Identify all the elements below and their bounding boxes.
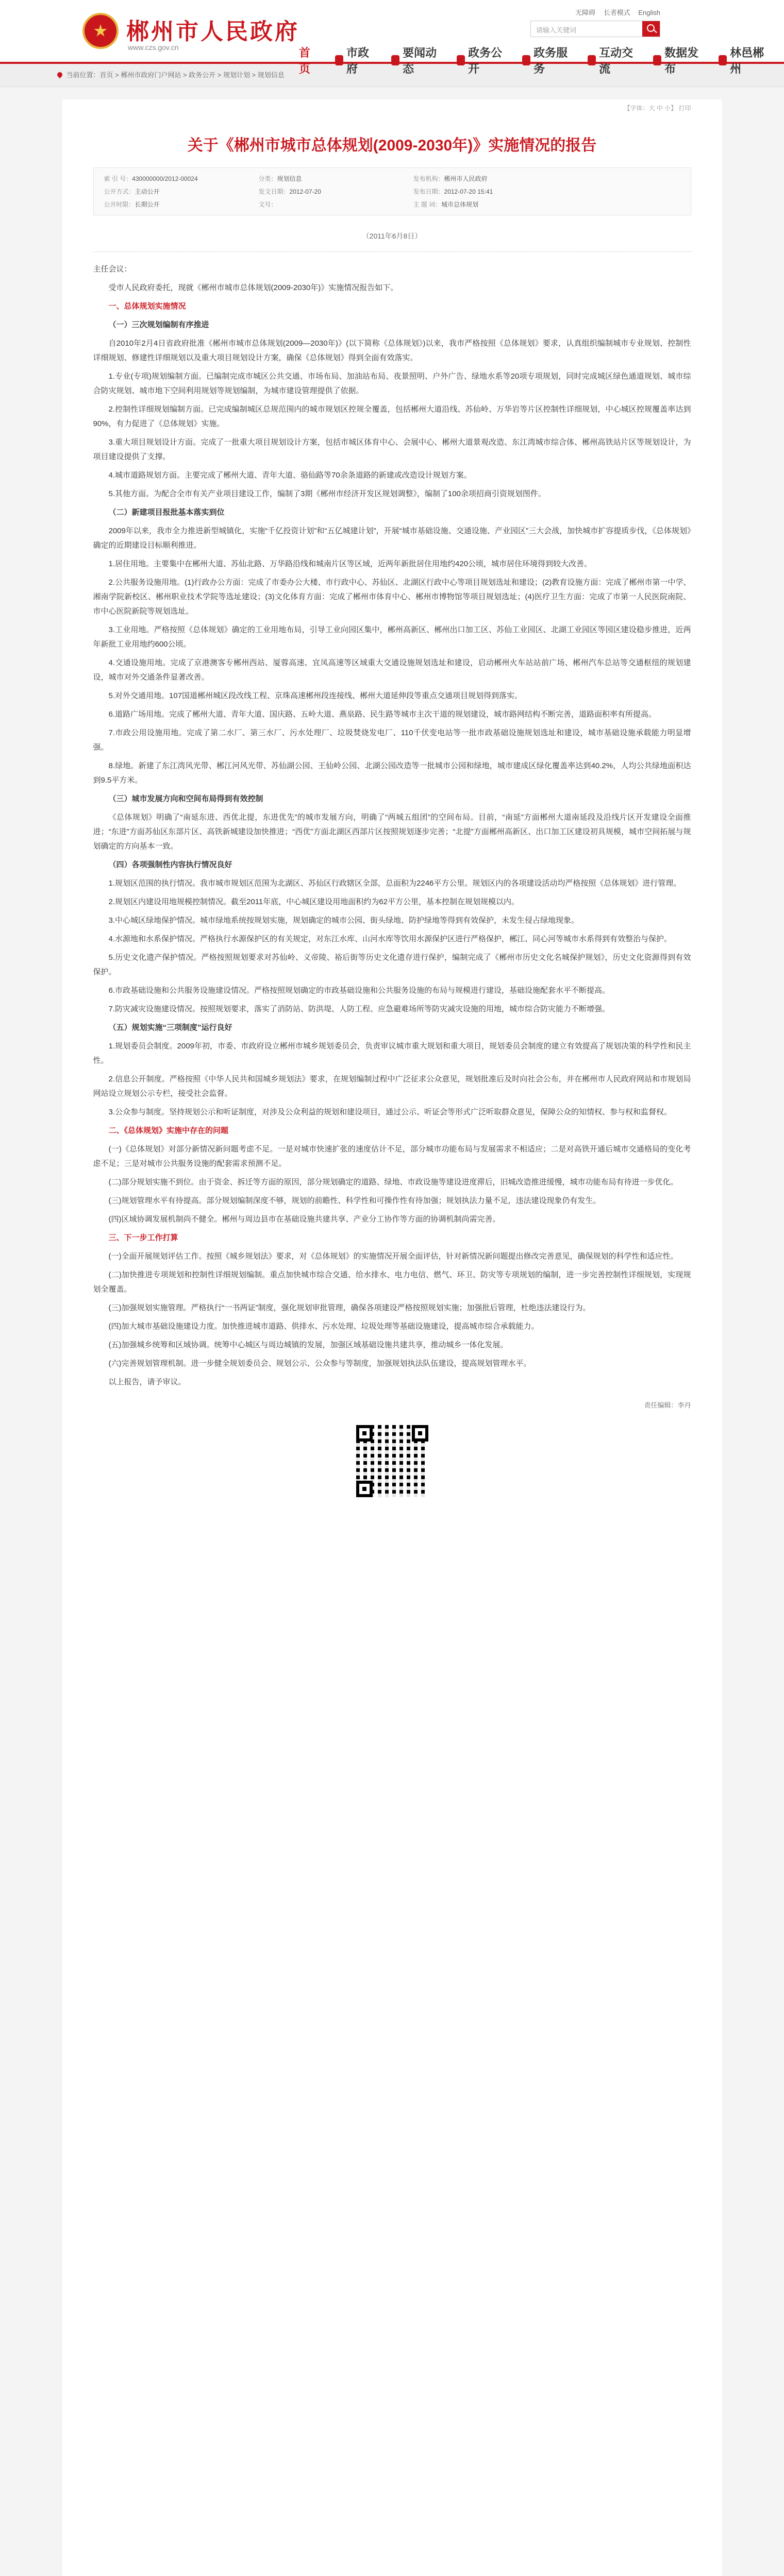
qr-code-icon (356, 1425, 428, 1497)
paragraph: (一)全面开展规划评估工作。按照《城乡规划法》要求，对《总体规划》的实施情况开展全面评估，针对新情况新问题提出修改完善意见，确保规划的科学性和适应性。 (108, 1252, 678, 1261)
paragraph: 4.交通设施用地。完成了京港澳客专郴州西站、厦蓉高速、宜凤高速等区域重大交通设施规划选址和建设，启动郴州火车站站前广场、郴州汽车总站等交通枢纽的规划建设，城市对外交通条件显著改善。 (93, 658, 691, 682)
meta-item: 分类：规划信息 (258, 175, 302, 182)
paragraph: (三)加强规划实施管理。严格执行“一书两证”制度，强化规划审批管理，确保各项建设严格按照规划实施；加强批后管理，杜绝违法建设行为。 (108, 1303, 591, 1312)
section-heading: （二）新建项目报批基本落实到位 (108, 508, 225, 517)
paragraph: (一)《总体规划》对部分新情况新问题考虑不足。一是对城市快速扩张的速度估计不足，部分城市功能布局与发展需求不相适应；二是对高铁开通后城市交通格局的变化考虑不足；三是对城市公共服务设施的配套需求预测不足。 (93, 1145, 691, 1168)
article-date: （2011年6月8日） (362, 232, 422, 240)
linyi-icon (719, 55, 727, 65)
paragraph: 3.重大项目规划设计方面。完成了一批重大项目规划设计方案，包括市城区体育中心、会展中心、郴州大道景观改造、东江湾城市综合体、郴州高铁站片区等规划设计，为项目建设提供了支撑。 (93, 438, 691, 461)
paragraph: 3.公众参与制度。坚持规划公示和听证制度，对涉及公众利益的规划和建设项目，通过公示、听证会等形式广泛听取群众意见，保障公众的知情权、参与权和监督权。 (108, 1108, 672, 1116)
section-heading: （五）规划实施“三项制度”运行良好 (108, 1023, 232, 1032)
search-icon[interactable] (642, 21, 660, 37)
paragraph: 1.居住用地。主要集中在郴州大道、苏仙北路、万华路沿线和城南片区等区域，近两年新批居住用地约420公顷，城市居住环境得到较大改善。 (108, 560, 592, 568)
breadcrumb[interactable]: 当前位置：首页 > 郴州市政府门户网站 > 政务公开 > 规划计划 > 规划信息 (57, 64, 727, 87)
paragraph: 1.专业(专项)规划编制方面。已编制完成市城区公共交通、市场布局、加油站布局、夜景照明、户外广告、绿地水系等20项专项规划，同时完成城区绿色通道规划、城市综合防灾规划、城市地下空间利用规划等规划编制，为城市建设管理提供了依据。 (93, 372, 691, 395)
paragraph: (二)加快推进专项规划和控制性详细规划编制。重点加快城市综合交通、给水排水、电力电信、燃气、环卫、防灾等专项规划的编制，进一步完善控制性详细规划，实现规划全覆盖。 (93, 1270, 691, 1294)
meta-item: 索 引 号：430000000/2012-00024 (104, 175, 198, 182)
paragraph: 2009年以来，我市全力推进新型城镇化，实施“千亿投资计划”和“五亿城建计划”，开展“城市基础设施、交通设施、产业园区”三大会战，加快城市扩容提质步伐，《总体规划》确定的近期建设目标顺利推进。 (93, 527, 691, 550)
article-container (62, 99, 722, 2576)
paragraph: 4.城市道路规划方面。主要完成了郴州大道、青年大道、骆仙路等70余条道路的新建或改造设计规划方案。 (108, 471, 472, 480)
paragraph: (六)完善规划管理机制。进一步健全规划委员会、规划公示、公众参与等制度，加强规划执法队伍建设，提高规划管理水平。 (108, 1359, 531, 1368)
national-emblem-icon (82, 13, 119, 49)
site-name[interactable]: 郴州市人民政府 (126, 19, 299, 45)
paragraph: 6.道路广场用地。完成了郴州大道、青年大道、国庆路、五岭大道、燕泉路、民生路等城市主次干道的规划建设，城市路网结构不断完善，道路面积率有所提高。 (108, 710, 657, 719)
toplink-elder-mode[interactable]: 长者模式 (603, 9, 630, 16)
paragraph: 3.工业用地。严格按照《总体规划》确定的工业用地布局，引导工业向园区集中，郴州高新区、郴州出口加工区、苏仙工业园区、北湖工业园区等园区建设稳步推进，近两年新批工业用地约600公顷。 (93, 625, 691, 649)
section-heading: 二、《总体规划》实施中存在的问题 (108, 1126, 229, 1135)
paragraph: 5.其他方面。为配合全市有关产业项目建设工作，编制了3期《郴州市经济开发区规划调整》，编制了100余项招商引资规划图件。 (108, 489, 546, 498)
paragraph: 《总体规划》明确了“南延东进、西优北提，东进优先”的城市发展方向，明确了“两城五组团”的空间布局。目前，“南延”方面郴州大道南延段及沿线片区开发建设全面推进；“东进”方面苏仙区东部片区、高铁新城建设加快推进；“西优”方面北湖区西部片区按照规划逐步完善；“北提”方面郴州高新区、出口加工区建设初具规模，城市空间拓展与规划确定的方向基本一致。 (93, 813, 691, 851)
meta-item: 公开方式：主动公开 (104, 188, 160, 195)
paragraph: 5.对外交通用地。107国道郴州城区段改线工程、京珠高速郴州段连接线、郴州大道延伸段等重点交通项目规划得到落实。 (108, 691, 523, 700)
article-tools[interactable]: 【字体：大 中 小】 打印 (624, 105, 691, 112)
nav-open-gov[interactable]: 政务公开 (457, 44, 505, 76)
article-meta (93, 167, 691, 215)
paragraph: 受市人民政府委托，现就《郴州市城市总体规划(2009-2030年)》实施情况报告如下。 (108, 283, 398, 292)
paragraph: (三)规划管理水平有待提高。部分规划编制深度不够，规划的前瞻性、科学性和可操作性有待加强；规划执法力量不足，违法建设现象仍有发生。 (108, 1196, 601, 1205)
paragraph: (四)加大城市基础设施建设力度。加快推进城市道路、供排水、污水处理、垃圾处理等基础设施建设，提高城市综合承载能力。 (108, 1322, 539, 1331)
paragraph: 7.防灾减灾设施建设情况。按照规划要求，落实了消防站、防洪堤、人防工程、应急避难场所等防灾减灾设施的用地，城市综合防灾能力不断增强。 (108, 1005, 610, 1013)
section-heading: （三）城市发展方向和空间布局得到有效控制 (108, 794, 263, 803)
paragraph: 自2010年2月4日省政府批准《郴州市城市总体规划(2009—2030年)》(以下简称《总体规划》)以来，我市严格按照《总体规划》要求，认真组织编制城市专业规划、控制性详细规划、修建性详细规划以及重大项目规划设计方案，确保《总体规划》得到全面有效落实。 (93, 339, 691, 362)
paragraph: 8.绿地。新建了东江湾风光带、郴江河风光带、苏仙湖公园、王仙岭公园、北湖公园改造等一批城市公园和绿地，城市建成区绿化覆盖率达到40.2%，人均公共绿地面积达到9.5平方米。 (93, 761, 691, 785)
toplink-english[interactable]: English (638, 9, 660, 16)
paragraph: 1.规划区范围的执行情况。我市城市规划区范围为北湖区、苏仙区行政辖区全部，总面积为2246平方公里。规划区内的各项建设活动均严格按照《总体规划》进行管理。 (108, 879, 681, 888)
location-icon (56, 71, 63, 78)
paragraph: 2.控制性详细规划编制方面。已完成编制城区总规范围内的城市规划区控规全覆盖，包括郴州大道沿线、苏仙岭、万华岩等片区控制性详细规划，中心城区控规覆盖率达到90%，有力促进了《总体规划》实施。 (93, 405, 691, 428)
main-nav (299, 44, 784, 76)
paragraph: 5.历史文化遗产保护情况。严格按照规划要求对苏仙岭、义帝陵、裕后街等历史文化遗存进行保护，编制完成了《郴州市历史文化名城保护规划》，历史文化资源得到有效保护。 (93, 953, 691, 976)
nav-government[interactable]: 市政府 (335, 44, 374, 76)
interaction-icon (588, 55, 596, 65)
search-input[interactable]: 请输入关键词 (536, 26, 577, 34)
nav-data[interactable]: 数据发布 (653, 44, 701, 76)
government-icon (335, 55, 343, 65)
site-url: www.czs.gov.cn (128, 43, 179, 52)
open-gov-icon (457, 55, 465, 65)
meta-item: 文号： (258, 201, 277, 208)
divider (93, 251, 691, 252)
paragraph: 6.市政基础设施和公共服务设施建设情况。严格按照规划确定的市政基础设施和公共服务设施的布局与规模进行建设，基础设施配套水平不断提高。 (108, 986, 610, 995)
top-links (569, 7, 660, 17)
nav-home[interactable]: 首页 (299, 46, 311, 75)
section-heading: （四）各项强制性内容执行情况良好 (108, 860, 232, 869)
meta-item: 公开时限：长期公开 (104, 201, 160, 208)
news-icon (391, 55, 399, 65)
nav-news[interactable]: 要闻动态 (391, 44, 439, 76)
paragraph: (二)部分规划实施不到位。由于资金、拆迁等方面的原因，部分规划确定的道路、绿地、市政设施等建设进度滞后，旧城改造推进缓慢，城市功能布局有待进一步优化。 (108, 1178, 678, 1187)
paragraph: 7.市政公用设施用地。完成了第二水厂、第三水厂、污水处理厂、垃圾焚烧发电厂、110千伏变电站等一批市政基础设施规划选址和建设，城市基础设施承载能力明显增强。 (93, 728, 691, 752)
paragraph: 2.公共服务设施用地。(1)行政办公方面：完成了市委办公大楼、市行政中心、苏仙区、北湖区行政中心等项目规划选址和建设；(2)教育设施方面：完成了郴州市第一中学、湘南学院新校区、郴州职业技术学院等选址建设；(3)文化体育方面：完成了郴州市体育中心、郴州市博物馆等项目规划选址；(4)医疗卫生方面：完成了市第一人民医院南院、市中心医院新院等规划选址。 (93, 578, 691, 616)
section-heading: 三、下一步工作打算 (108, 1233, 178, 1242)
nav-services[interactable]: 政务服务 (522, 44, 570, 76)
paragraph: 以上报告，请予审议。 (108, 1378, 186, 1386)
paragraph: 1.规划委员会制度。2009年初，市委、市政府设立郴州市城乡规划委员会，负责审议城市重大规划和重大项目，规划委员会制度的建立有效提高了规划决策的科学性和民主性。 (93, 1042, 691, 1065)
meta-item: 发文日期：2012-07-20 (258, 188, 321, 195)
meta-item: 主 题 词：城市总体规划 (413, 201, 479, 208)
paragraph: 主任会议： (93, 265, 132, 274)
search-box[interactable] (530, 21, 660, 37)
paragraph: 3.中心城区绿地保护情况。城市绿地系统按规划实施，规划确定的城市公园、街头绿地、防护绿地等得到有效保护，未发生侵占绿地现象。 (108, 916, 579, 925)
data-icon (653, 55, 661, 65)
paragraph: 4.水源地和水系保护情况。严格执行水源保护区的有关规定，对东江水库、山河水库等饮用水源保护区进行严格保护，郴江、同心河等城市水系得到有效整治与保护。 (108, 935, 672, 943)
section-heading: （一）三次规划编制有序推进 (108, 320, 209, 329)
article-title: 关于《郴州市城市总体规划(2009-2030年)》实施情况的报告 (187, 137, 597, 154)
toplink-accessibility[interactable]: 无障碍 (575, 9, 596, 16)
article-body (93, 262, 691, 1389)
paragraph: 2.规划区内建设用地规模控制情况。截至2011年底，中心城区建设用地面积约为62平方公里，基本控制在规划规模以内。 (108, 897, 519, 906)
paragraph: (四)区域协调发展机制尚不健全。郴州与周边县市在基础设施共建共享、产业分工协作等方面的协调机制尚需完善。 (108, 1215, 501, 1224)
nav-linyi[interactable]: 林邑郴州 (719, 44, 766, 76)
paragraph: 2.信息公开制度。严格按照《中华人民共和国城乡规划法》要求，在规划编制过程中广泛征求公众意见，规划批准后及时向社会公布，并在郴州市人民政府网站和市规划局网站设立规划公示专栏，接受社会监督。 (93, 1075, 691, 1098)
services-icon (522, 55, 530, 65)
section-heading: 一、总体规划实施情况 (108, 302, 186, 311)
paragraph: (五)加强城乡统筹和区域协调。统筹中心城区与周边城镇的发展，加强区域基础设施共建共享，推动城乡一体化发展。 (108, 1341, 508, 1349)
responsible-editor: 责任编辑：李丹 (644, 1401, 691, 1409)
nav-interaction[interactable]: 互动交流 (588, 44, 636, 76)
meta-item: 发布日期：2012-07-20 15:41 (413, 188, 493, 195)
meta-item: 发布机构：郴州市人民政府 (413, 175, 488, 182)
